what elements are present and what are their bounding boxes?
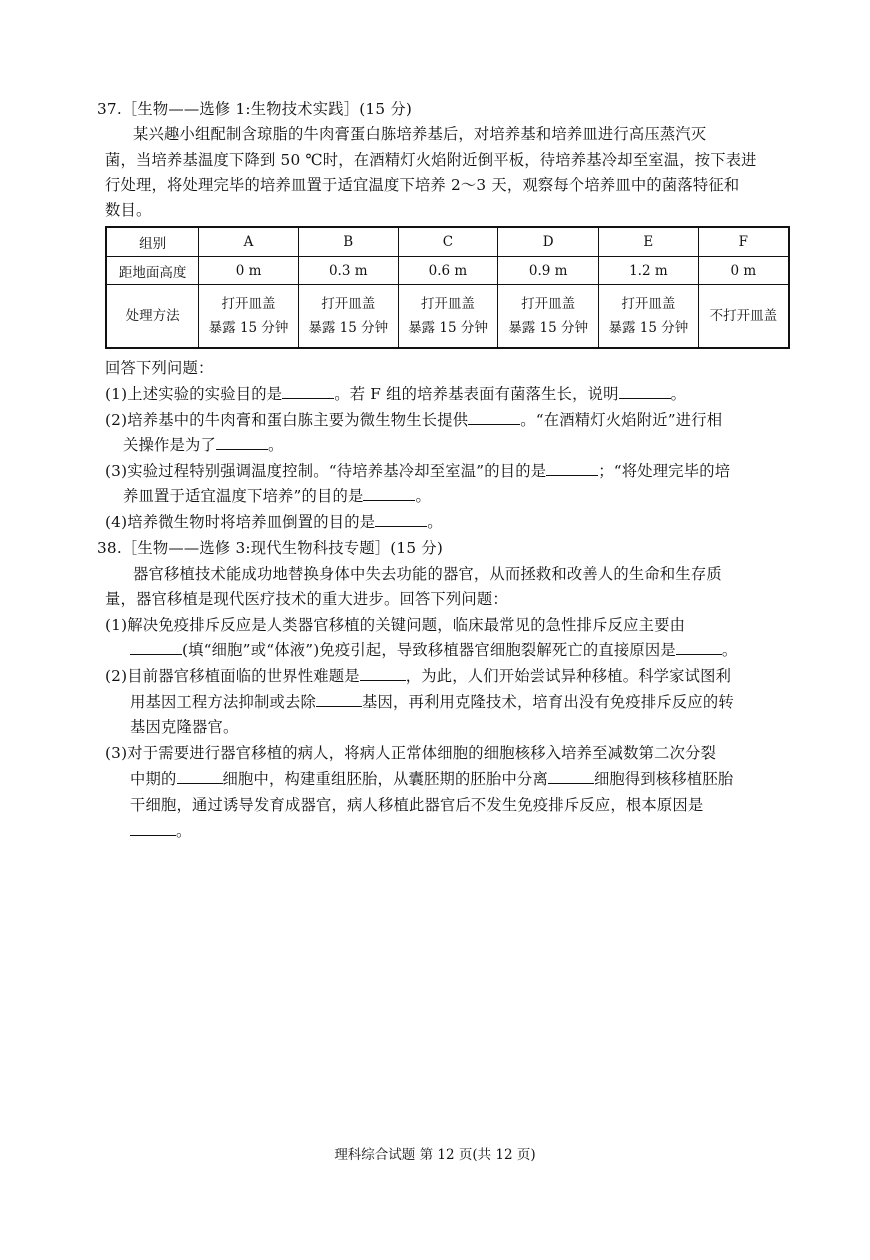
q37-part-3-cont: 养皿置于适宜温度下培养”的目的是 。 [123,487,431,505]
experiment-table [105,226,790,349]
q38-part-3-cont: 中期的 细胞中，构建重组胚胎，从囊胚期的胚胎中分离 细胞得到核移植胚胎 [130,770,734,788]
table-cell: 0 m [698,257,789,285]
q38-part-1: (1)解决免疫排斥反应是人类器官移植的关键问题，临床最常见的急性排斥反应主要由 [105,616,686,634]
table-header-cell: F [698,227,789,257]
q38-heading: 38.［生物——选修 3:现代生物科技专题］(15 分) [97,539,443,557]
answer-blank[interactable] [130,821,176,836]
answer-blank[interactable] [360,666,406,681]
q38-part-2: (2)目前器官移植面临的世界性难题是 ，为此，人们开始尝试异种移植。科学家试图利 [105,667,732,685]
q37-part-1: (1)上述实验的实验目的是 。若 F 组的培养基表面有菌落生长，说明 。 [105,385,687,403]
table-cell: 0 m [199,257,299,285]
treatment-line-2: 暴露 15 分钟 [508,320,589,336]
treatment-line-1: 打开皿盖 [521,296,576,312]
answer-blank[interactable] [177,769,223,784]
answer-blank[interactable] [282,384,334,399]
q38-part-2-cont: 用基因工程方法抑制或去除 基因，再利用克隆技术，培育出没有免疫排斥反应的转 [130,693,734,711]
treatment-line-2: 暴露 15 分钟 [608,320,689,336]
answer-blank[interactable] [676,640,722,655]
answer-blank[interactable] [619,384,671,399]
treatment-line-2: 暴露 15 分钟 [308,320,389,336]
q37-part-2-cont: 关操作是为了 。 [123,436,284,454]
treatment-line-2: 暴露 15 分钟 [208,320,289,336]
table-header-cell: B [298,227,398,257]
treatment-line-1: 打开皿盖 [221,296,276,312]
table-header-cell: A [199,227,299,257]
answer-blank[interactable] [216,435,268,450]
table-cell: 距地面高度 [106,257,199,285]
table-header-cell: 组别 [106,227,199,257]
answer-blank[interactable] [363,486,415,501]
q37-part-2: (2)培养基中的牛肉膏和蛋白胨主要为微生物生长提供 。“在酒精灯火焰附近”进行相 [105,411,723,429]
table-row [106,257,789,285]
q38-part-2-end: 基因克隆器官。 [130,718,239,736]
treatment-line-1: 打开皿盖 [420,296,475,312]
table-cell [298,285,398,349]
q38-part-3-end: 。 [130,821,192,841]
q38-intro-line: 器官移植技术能成功地替换身体中失去功能的器官，从而拯救和改善人的生命和生存质 [133,565,722,583]
answer-blank[interactable] [468,410,520,425]
table-row [106,285,789,349]
page-footer: 理科综合试题 第 12 页(共 12 页) [334,1147,536,1163]
table-cell: 处理方法 [106,285,199,349]
table-cell [599,285,699,349]
q37-part-4: (4)培养微生物时将培养皿倒置的目的是 。 [105,513,443,531]
q37-intro-line: 某兴趣小组配制含琼脂的牛肉膏蛋白胨培养基后，对培养基和培养皿进行高压蒸汽灭 [133,125,707,143]
table-cell: 0.9 m [498,257,599,285]
table-row [106,227,789,257]
answer-prompt: 回答下列问题： [105,359,214,377]
q37-intro-line: 数目。 [105,201,152,219]
table-header-cell: D [498,227,599,257]
answer-blank[interactable] [375,512,427,527]
answer-blank[interactable] [546,461,598,476]
table-header-cell: E [599,227,699,257]
q38-part-3-cont: 干细胞，通过诱导发育成器官，病人移植此器官后不发生免疫排斥反应，根本原因是 [130,796,704,814]
q38-part-1-cont: (填“细胞”或“体液”)免疫引起，导致移植器官细胞裂解死亡的直接原因是 。 [130,640,737,660]
table-header-cell: C [398,227,498,257]
q38-intro-line: 量，器官移植是现代医疗技术的重大进步。回答下列问题： [105,590,508,608]
q37-intro-line: 行处理，将处理完毕的培养皿置于适宜温度下培养 2～3 天，观察每个培养皿中的菌落特征和 [105,176,740,194]
table-cell [199,285,299,349]
treatment-line-1: 打开皿盖 [321,296,376,312]
table-cell: 1.2 m [599,257,699,285]
table-cell: 0.6 m [398,257,498,285]
answer-blank[interactable] [548,769,594,784]
table-cell [398,285,498,349]
table-cell: 0.3 m [298,257,398,285]
treatment-line-1: 打开皿盖 [621,296,676,312]
q37-intro-line: 菌，当培养基温度下降到 50 ℃时，在酒精灯火焰附近倒平板，待培养基冷却至室温，按下表进 [105,151,757,169]
table-cell [498,285,599,349]
q37-part-3: (3)实验过程特别强调温度控制。“待培养基冷却至室温”的目的是 ；“将处理完毕的培 [105,462,731,480]
answer-blank[interactable] [130,640,182,655]
table-cell: 不打开皿盖 [698,285,789,349]
q38-part-3: (3)对于需要进行器官移植的病人，将病人正常体细胞的细胞核移入培养至减数第二次分裂 [105,744,717,762]
treatment-line-2: 暴露 15 分钟 [408,320,488,336]
answer-blank[interactable] [316,692,362,707]
q37-heading: 37.［生物——选修 1:生物技术实践］(15 分) [97,100,412,118]
